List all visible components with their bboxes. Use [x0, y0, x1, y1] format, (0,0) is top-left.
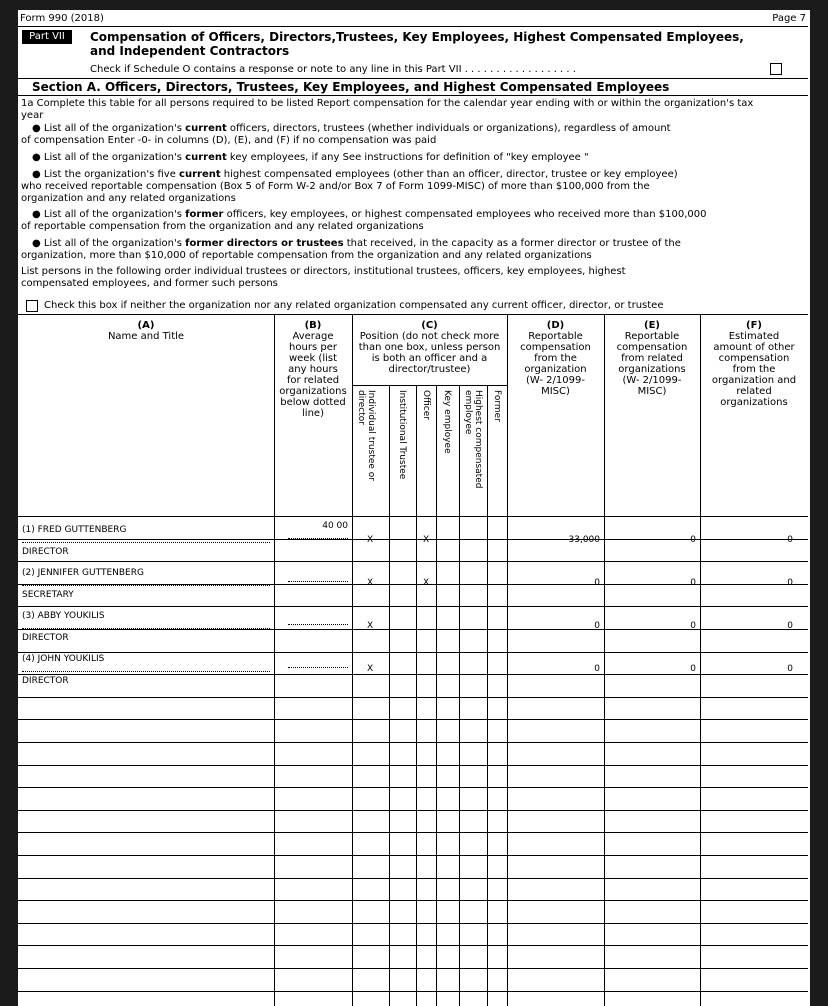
other-compensation: 0 [787, 535, 793, 545]
name-dotted-line [22, 542, 270, 543]
order-note-cont: compensated employees, and former such persons [21, 278, 278, 289]
reportable-comp-org: 33,000 [568, 535, 600, 545]
person-title: DIRECTOR [22, 547, 69, 557]
bullet-highest-comp-cont2: organization and any related organizations [21, 193, 236, 204]
table-row-line [18, 923, 808, 924]
part-title-2: and Independent Contractors [90, 44, 290, 58]
sub-key-employee: Key employee [442, 390, 452, 454]
hours-per-week: 40 00 [322, 521, 348, 531]
reportable-comp-org: 0 [594, 664, 600, 674]
hours-dotted-line [288, 581, 348, 582]
table-row-line [18, 674, 808, 675]
bullet-highest-comp-cont: who received reportable compensation (Box 5 of Form W-2 and/or Box 7 of Form 1099-MISC) of more than $100,000 from the [21, 181, 650, 192]
table-row-line [18, 945, 808, 946]
bullet-current-officers: ● List all of the organization's current officers, directors, trustees (whether individuals or organizations), regardless of amount [32, 123, 671, 134]
bullet-former-cont: of reportable compensation from the organization and any related organizations [21, 221, 424, 232]
section-a-title: Section A. Officers, Directors, Trustees, Key Employees, and Highest Compensated Employees [32, 80, 670, 94]
individual-trustee-mark: X [367, 621, 374, 631]
person-name: (2) JENNIFER GUTTENBERG [22, 568, 144, 578]
hours-dotted-line [288, 624, 348, 625]
other-compensation: 0 [787, 578, 793, 588]
schedule-o-note: Check if Schedule O contains a response or note to any line in this Part VII . . . . . . . . . . . . . . . . . . [90, 64, 576, 75]
sub-former: Former [492, 390, 502, 422]
reportable-comp-related: 0 [690, 578, 696, 588]
sub-individual-trustee: Individual trustee or director [356, 390, 376, 481]
officer-mark: X [423, 535, 430, 545]
table-row-line [18, 878, 808, 879]
table-row-line [18, 810, 808, 811]
bullet-former-directors-cont: organization, more than $10,000 of reportable compensation from the organization and any related organizations [21, 250, 592, 261]
individual-trustee-mark: X [367, 664, 374, 674]
sub-highest-compensated: Highest compensated employee [463, 390, 483, 489]
form-page [18, 10, 810, 1006]
col-d-header: (D) Reportable compensation from the organization (W- 2/1099- MISC) [520, 320, 591, 397]
table-row-line [18, 855, 808, 856]
table-row-line [18, 787, 808, 788]
page-number: Page 7 [772, 13, 806, 24]
person-name: (3) ABBY YOUKILIS [22, 611, 105, 621]
table-row-line [18, 652, 808, 653]
part-title: Compensation of Officers, Directors,Trustees, Key Employees, Highest Compensated Employees, [90, 30, 744, 44]
instruction-1a: 1a Complete this table for all persons required to be listed Report compensation for the calendar year ending with or within the organization's tax [21, 98, 754, 109]
table-row-line [18, 697, 808, 698]
sub-officer: Officer [421, 390, 431, 420]
person-title: SECRETARY [22, 590, 74, 600]
officer-mark: X [423, 578, 430, 588]
bullet-key-employees: ● List all of the organization's current key employees, if any See instructions for definition of "key employee " [32, 152, 589, 163]
col-c-header: (C) Position (do not check more than one box, unless person is both an officer and a director/trustee) [358, 320, 501, 375]
reportable-comp-related: 0 [690, 664, 696, 674]
table-row-line [18, 832, 808, 833]
col-f-header: (F) Estimated amount of other compensation from the organization and related organizations [711, 320, 797, 408]
reportable-comp-related: 0 [690, 535, 696, 545]
name-dotted-line [22, 628, 270, 629]
table-row-line [18, 968, 808, 969]
table-row-line [18, 561, 808, 562]
table-row-line [18, 765, 808, 766]
bullet-current-officers-cont: of compensation Enter -0- in columns (D), (E), and (F) if no compensation was paid [21, 135, 437, 146]
reportable-comp-related: 0 [690, 621, 696, 631]
neither-checkbox[interactable] [26, 300, 38, 312]
individual-trustee-mark: X [367, 535, 374, 545]
name-dotted-line [22, 671, 270, 672]
other-compensation: 0 [787, 664, 793, 674]
table-row-line [18, 900, 808, 901]
hours-dotted-line [288, 538, 348, 539]
name-dotted-line [22, 585, 270, 586]
order-note: List persons in the following order individual trustees or directors, institutional trustees, officers, key employees, highest [21, 266, 626, 277]
part-label: Part VII [22, 30, 72, 44]
table-row-line [18, 719, 808, 720]
col-e-header: (E) Reportable compensation from related organizations (W- 2/1099- MISC) [616, 320, 688, 397]
col-a-header: (A) Name and Title [107, 320, 185, 342]
table-row-line [18, 991, 808, 992]
individual-trustee-mark: X [367, 578, 374, 588]
person-title: DIRECTOR [22, 633, 69, 643]
person-name: (1) FRED GUTTENBERG [22, 525, 127, 535]
form-id: Form 990 (2018) [20, 13, 104, 24]
other-compensation: 0 [787, 621, 793, 631]
hours-dotted-line [288, 667, 348, 668]
reportable-comp-org: 0 [594, 578, 600, 588]
schedule-o-checkbox[interactable] [770, 63, 782, 75]
sub-institutional-trustee: Institutional Trustee [397, 390, 407, 480]
bullet-former: ● List all of the organization's former officers, key employees, or highest compensated employees who received more than $100,000 [32, 209, 707, 220]
bullet-former-directors: ● List all of the organization's former directors or trustees that received, in the capacity as a former director or trustee of the [32, 238, 681, 249]
table-row-line [18, 606, 808, 607]
person-title: DIRECTOR [22, 676, 69, 686]
bullet-highest-comp: ● List the organization's five current highest compensated employees (other than an officer, director, trustee or key employee) [32, 169, 678, 180]
col-b-header: (B) Average hours per week (list any hours for related organizations below dotted line) [279, 320, 347, 419]
person-name: (4) JOHN YOUKILIS [22, 654, 105, 664]
neither-label: Check this box if neither the organization nor any related organization compensated any current officer, director, or trustee [44, 300, 664, 311]
reportable-comp-org: 0 [594, 621, 600, 631]
table-row-line [18, 742, 808, 743]
instruction-1a-cont: year [21, 110, 44, 121]
